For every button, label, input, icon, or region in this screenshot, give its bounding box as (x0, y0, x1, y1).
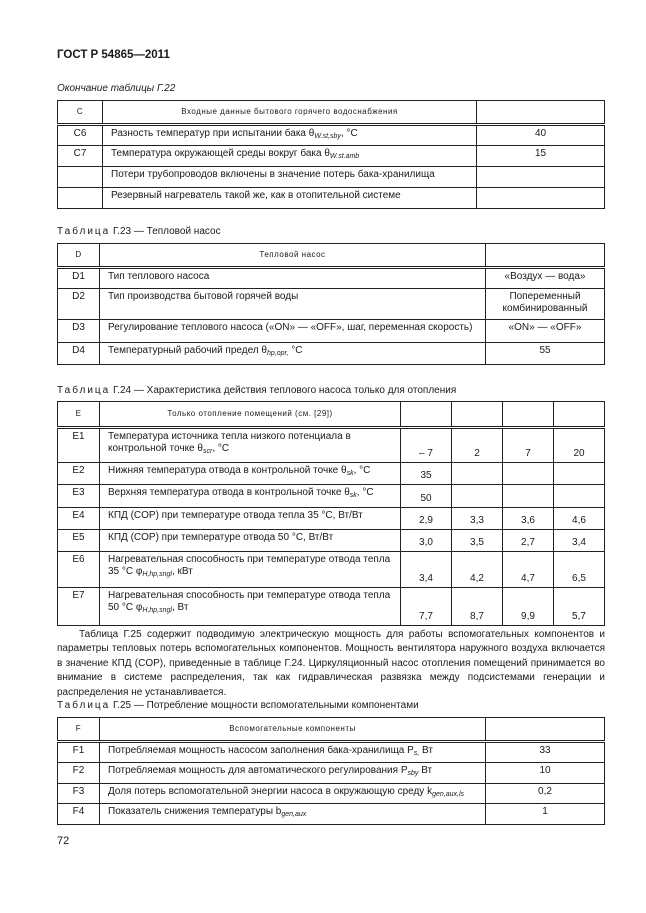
header-row (58, 402, 605, 428)
description-text: Нагревательная способность при температуре отвода тепла 50 °С φ (108, 590, 391, 613)
row-code: F4 (58, 804, 100, 825)
row-code: D2 (58, 289, 100, 320)
value-cell: 3,5 (452, 530, 503, 552)
header-title: Только отопление помещений (см. [29]) (100, 402, 401, 428)
value-cell: 5,7 (554, 588, 605, 626)
header-value (486, 718, 605, 742)
description-text: Показатель снижения температуры b (108, 806, 282, 817)
row-code: F2 (58, 763, 100, 784)
description-cell (100, 552, 401, 588)
table-row (58, 742, 605, 763)
description-text: Нижняя температура отвода в контрольной точке θ (108, 465, 347, 476)
description-text: Потребляемая мощность для автоматического регулирования P (108, 765, 408, 776)
value-cell: 9,9 (503, 588, 554, 626)
table-row (58, 428, 605, 463)
description-cell (100, 343, 486, 365)
subscript: sby (407, 770, 419, 777)
row-code: F1 (58, 742, 100, 763)
row-code (58, 188, 103, 209)
description-text: Доля потерь вспомогательной энергии насоса в окружающую среду k (108, 786, 433, 797)
value-cell: 3,3 (452, 508, 503, 530)
value-cell (452, 463, 503, 485)
table-row (58, 146, 605, 167)
description-text: КПД (COP) при температуре отвода 50 °С, Вт/Вт (108, 532, 334, 543)
description-cell (100, 588, 401, 626)
description-text: Температура источника тепла низкого потенциала в контрольной точке θ (108, 431, 351, 454)
row-code (58, 167, 103, 188)
table-f (57, 717, 605, 825)
value-cell: 4,6 (554, 508, 605, 530)
table-row (58, 804, 605, 825)
row-code: E7 (58, 588, 100, 626)
description-cell (100, 268, 486, 289)
header-row (58, 101, 605, 125)
value-cell: 3,0 (401, 530, 452, 552)
description-text: Температурный рабочий предел θ (108, 345, 267, 356)
value-cell: 8,7 (452, 588, 503, 626)
body-paragraph: Таблица Г.25 содержит подводимую электрическую мощность для работы вспомогательных компонентов и параметры тепловых потерь вспомогательных компонентов. Мощность вентилятора наружного воздуха включается в значение КПД (COP), приведенные в таблице Г.24. Циркуляционный насос отопления помещений принимается во внимание в системе распределения, так как гидравлическая развязка между подсистемами генерации и распределения не устанавливается. (57, 629, 605, 698)
subscript: gen,aux,ls (432, 791, 465, 798)
row-code: E3 (58, 485, 100, 508)
value-cell (554, 463, 605, 485)
description-text: Тип теплового насоса (108, 271, 210, 282)
description-cell (100, 530, 401, 552)
value-cell: 7 (503, 428, 554, 463)
unit-suffix: , Вт (171, 602, 189, 613)
row-code: D1 (58, 268, 100, 289)
subscript: hp,opr, (267, 350, 289, 357)
value-cell: 50 (401, 485, 452, 508)
value-cell: «Воздух — вода» (486, 268, 605, 289)
value-cell (477, 188, 605, 209)
description-cell (100, 463, 401, 485)
row-code: E6 (58, 552, 100, 588)
table-row (58, 763, 605, 784)
header-blank (554, 402, 605, 428)
subscript: gen,aux (281, 811, 307, 818)
value-cell: 0,2 (486, 784, 605, 804)
header-code: C (58, 101, 103, 125)
row-code: E2 (58, 463, 100, 485)
subscript: scr (202, 448, 213, 455)
description-text: Резервный нагреватель такой же, как в отопительной системе (111, 190, 401, 201)
description-cell (100, 784, 486, 804)
description-cell (100, 320, 486, 343)
header-blank (401, 402, 452, 428)
value-cell: Попеременный комбинированный (486, 289, 605, 320)
value-cell (503, 463, 554, 485)
subscript: sk (346, 470, 354, 477)
table-e (57, 401, 605, 626)
description-cell (100, 428, 401, 463)
unit-suffix: Вт (418, 765, 433, 776)
value-cell: 10 (486, 763, 605, 784)
table-row (58, 485, 605, 508)
header-blank (503, 402, 554, 428)
table-c (57, 100, 605, 209)
document-header: ГОСТ Р 54865—2011 (57, 49, 170, 61)
row-code: E5 (58, 530, 100, 552)
value-cell: «ON» — «OFF» (486, 320, 605, 343)
value-cell: 3,6 (503, 508, 554, 530)
value-cell: 7,7 (401, 588, 452, 626)
value-cell: 2,9 (401, 508, 452, 530)
description-cell (103, 146, 477, 167)
description-cell (100, 485, 401, 508)
value-cell: 2 (452, 428, 503, 463)
table-c-caption: Окончание таблицы Г.22 (57, 83, 176, 94)
value-cell (452, 485, 503, 508)
unit-suffix: , кВт (171, 566, 193, 577)
table-row (58, 552, 605, 588)
description-text: Разность температур при испытании бака θ (111, 128, 315, 139)
header-row (58, 244, 605, 268)
subscript: sk (349, 492, 357, 499)
header-code: F (58, 718, 100, 742)
value-cell: 20 (554, 428, 605, 463)
description-cell (103, 188, 477, 209)
table-row (58, 289, 605, 320)
subscript: W.st,sby (314, 133, 341, 140)
subscript: H,hp,sngl (142, 607, 172, 614)
description-text: Потери трубопроводов включены в значение потерь бака-хранилища (111, 169, 435, 180)
row-code: E1 (58, 428, 100, 463)
table-row (58, 508, 605, 530)
header-value (486, 244, 605, 268)
unit-suffix: , °C (356, 487, 374, 498)
value-cell (503, 485, 554, 508)
table-f-caption: Таблица Г.25 — Потребление мощности вспомогательными компонентами (57, 700, 419, 711)
header-code: E (58, 402, 100, 428)
table-row (58, 188, 605, 209)
value-cell: 3,4 (401, 552, 452, 588)
description-cell (103, 125, 477, 146)
description-text: КПД (COP) при температуре отвода тепла 35 °С, Вт/Вт (108, 510, 363, 521)
value-cell: 2,7 (503, 530, 554, 552)
header-title: Тепловой насос (100, 244, 486, 268)
subscript: H,hp,sngl (142, 571, 172, 578)
header-code: D (58, 244, 100, 268)
table-row (58, 463, 605, 485)
row-code: C6 (58, 125, 103, 146)
unit-suffix: Вт (419, 745, 433, 756)
value-cell: 35 (401, 463, 452, 485)
description-cell (103, 167, 477, 188)
value-cell (477, 167, 605, 188)
description-text: Регулирование теплового насоса («ON» — «OFF», шаг, переменная скорость) (108, 322, 473, 333)
row-code: E4 (58, 508, 100, 530)
unit-suffix: , °C (212, 443, 230, 454)
description-cell (100, 508, 401, 530)
header-row (58, 718, 605, 742)
table-row (58, 588, 605, 626)
page-number: 72 (57, 835, 70, 847)
table-row (58, 125, 605, 146)
description-text: Потребляемая мощность насосом заполнения бака-хранилища P (108, 745, 414, 756)
unit-suffix: , °C (353, 465, 371, 476)
header-title: Вспомогательные компоненты (100, 718, 486, 742)
header-title: Входные данные бытового горячего водоснабжения (103, 101, 477, 125)
value-cell: 33 (486, 742, 605, 763)
header-blank (452, 402, 503, 428)
value-cell: 3,4 (554, 530, 605, 552)
description-cell (100, 742, 486, 763)
row-code: F3 (58, 784, 100, 804)
table-row (58, 343, 605, 365)
description-text: Тип производства бытовой горячей воды (108, 291, 299, 302)
table-row (58, 530, 605, 552)
table-row (58, 167, 605, 188)
description-cell (100, 289, 486, 320)
description-cell (100, 804, 486, 825)
unit-suffix: , °C (340, 128, 358, 139)
description-text: Температура окружающей среды вокруг бака θ (111, 148, 330, 159)
value-cell: – 7 (401, 428, 452, 463)
row-code: D4 (58, 343, 100, 365)
value-cell: 55 (486, 343, 605, 365)
value-cell: 15 (477, 146, 605, 167)
subscript: W.st.amb (329, 153, 360, 160)
value-cell: 1 (486, 804, 605, 825)
description-text: Нагревательная способность при температуре отвода тепла 35 °С φ (108, 554, 391, 577)
header-value (477, 101, 605, 125)
value-cell: 4,2 (452, 552, 503, 588)
value-cell: 4,7 (503, 552, 554, 588)
table-row (58, 784, 605, 804)
description-text: Верхняя температура отвода в контрольной точке θ (108, 487, 350, 498)
table-d-caption: Таблица Г.23 — Тепловой насос (57, 226, 221, 237)
unit-suffix: °C (288, 345, 303, 356)
row-code: D3 (58, 320, 100, 343)
subscript: s, (413, 750, 420, 757)
table-d (57, 243, 605, 365)
table-e-caption: Таблица Г.24 — Характеристика действия теплового насоса только для отопления (57, 385, 457, 396)
value-cell (554, 485, 605, 508)
table-row (58, 320, 605, 343)
value-cell: 40 (477, 125, 605, 146)
value-cell: 6,5 (554, 552, 605, 588)
description-cell (100, 763, 486, 784)
row-code: C7 (58, 146, 103, 167)
table-row (58, 268, 605, 289)
